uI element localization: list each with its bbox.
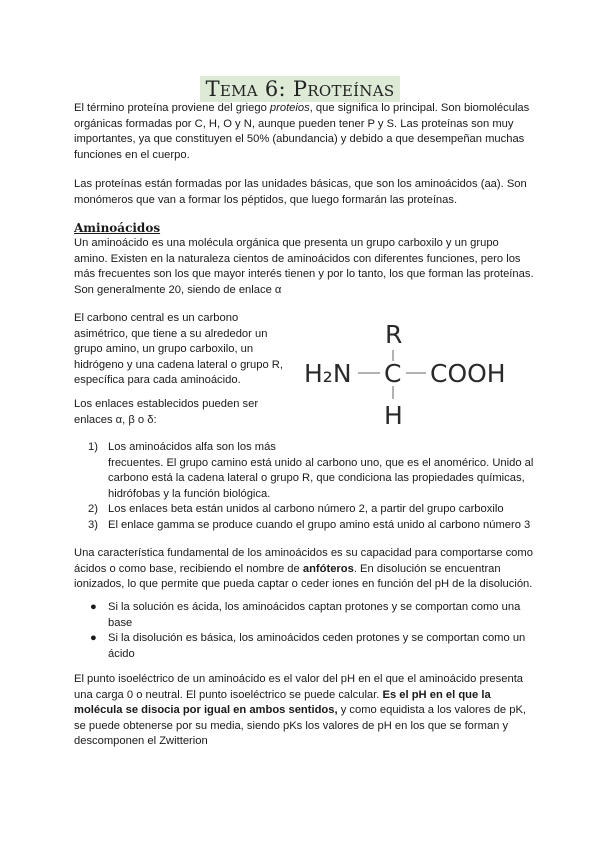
bullet-icon: ● [90,601,97,613]
list-item [74,631,534,662]
ph-behavior-list [74,600,534,662]
bonds-intro-paragraph: Los enlaces establecidos pueden ser enlaces α, β o δ: [74,398,259,426]
list-item-number: 3) [88,518,98,531]
list-item-text-continued: frecuentes. El grupo camino está unido al carbono uno, que es el anomérico. Unido al carbono está la cadena lateral o grupo R, que condiciona las propiedades químicas, hidrófobas y la función biológica. [108,456,534,500]
list-item [74,518,534,534]
amphoteric-paragraph [74,546,534,593]
intro-paragraph [74,101,534,163]
aa-definition-paragraph: Un aminoácido es una molécula orgánica que presenta un grupo carboxilo y un grupo amino. Existen en la naturaleza cientos de aminoácidos con diferentes funciones, pero los más frecuentes son los que mayor interés tienen y por lo tanto, los que forman las proteínas. Son generalmente 20, siendo de enlace α [74,237,534,296]
formula-r-group: R [385,320,403,349]
greek-word: proteios [269,102,310,114]
isoelectric-bold-text: Es el pH en el que la molécula se disocia por igual en ambos sentidos, [74,688,491,717]
list-item-number: 1) [88,441,98,453]
list-item [74,600,534,631]
amphoteric-text-2: . En disolución se encuentran ionizados, lo que permite que pueda captar o ceder iones en función del pH de la disolución. [74,562,533,591]
intro-text-2: , que significa lo principal. Son biomoléculas orgánicas formadas por C, H, O y N, aunque pueden tener P y S. Las proteínas son muy importantes, ya que constituyen el 50% (abundancia) y debido a que desempeñan muchas funciones en el cuerpo. [74,102,530,161]
amino-acid-structure-diagram [300,316,540,446]
formula-hydrogen: H [384,401,403,430]
formula-central-carbon: C [384,359,402,388]
section-heading: Aminoácidos [74,221,161,235]
units-paragraph: Las proteínas están formadas por las unidades básicas, que son los aminoácidos (aa). Son monómeros que van a formar los péptidos, que luego formarán las proteínas. [74,178,527,206]
carbon-paragraph: El carbono central es un carbono asimétrico, que tiene a su alrededor un grupo amino, un grupo carboxilo, un hidrógeno y una cadena lateral o grupo R, específica para cada aminoácido. [74,312,283,387]
list-item [74,440,534,502]
list-item [74,502,534,518]
list-item-text: Los enlaces beta están unidos al carbono número 2, a partir del grupo carboxilo [108,503,504,516]
isoelectric-text-2: y como equidista a los valores de pK, se puede obtenerse por su media, siendo pKs los valores de pH en los que se forman y descomponen el Zwitterion [74,704,527,748]
list-item-text: El enlace gamma se produce cuando el grupo amino está unido al carbono número 3 [108,518,531,531]
amphoteric-text-1: Una característica fundamental de los aminoácidos es su capacidad para comportarse como ácidos o como base, recibiendo el nombre de [74,547,533,575]
isoelectric-paragraph [74,672,534,750]
list-item-text: Si la disolución es básica, los aminoácidos ceden protones y se comportan como un ácido [108,632,526,660]
formula-amino-group: H₂N [304,359,352,388]
page-title: Tema 6: Proteínas [200,76,401,102]
amphoteric-bold-term: anfóteros [302,562,354,575]
list-item-number: 2) [88,503,98,516]
formula-carboxyl-group: COOH [430,359,506,388]
list-item-text: Los aminoácidos alfa son los más [108,441,276,453]
intro-text-1: El término proteína proviene del griego [74,102,270,114]
isoelectric-text-1: El punto isoeléctrico de un aminoácido es el valor del pH en el que el aminoácido presenta una carga 0 o neutral. El punto isoeléctrico se puede calcular. [74,673,524,701]
list-item-text: Si la solución es ácida, los aminoácidos captan protones y se comportan como una base [108,601,521,629]
bond-types-list [74,440,534,534]
bullet-icon: ● [90,632,97,645]
title-container [0,76,600,102]
